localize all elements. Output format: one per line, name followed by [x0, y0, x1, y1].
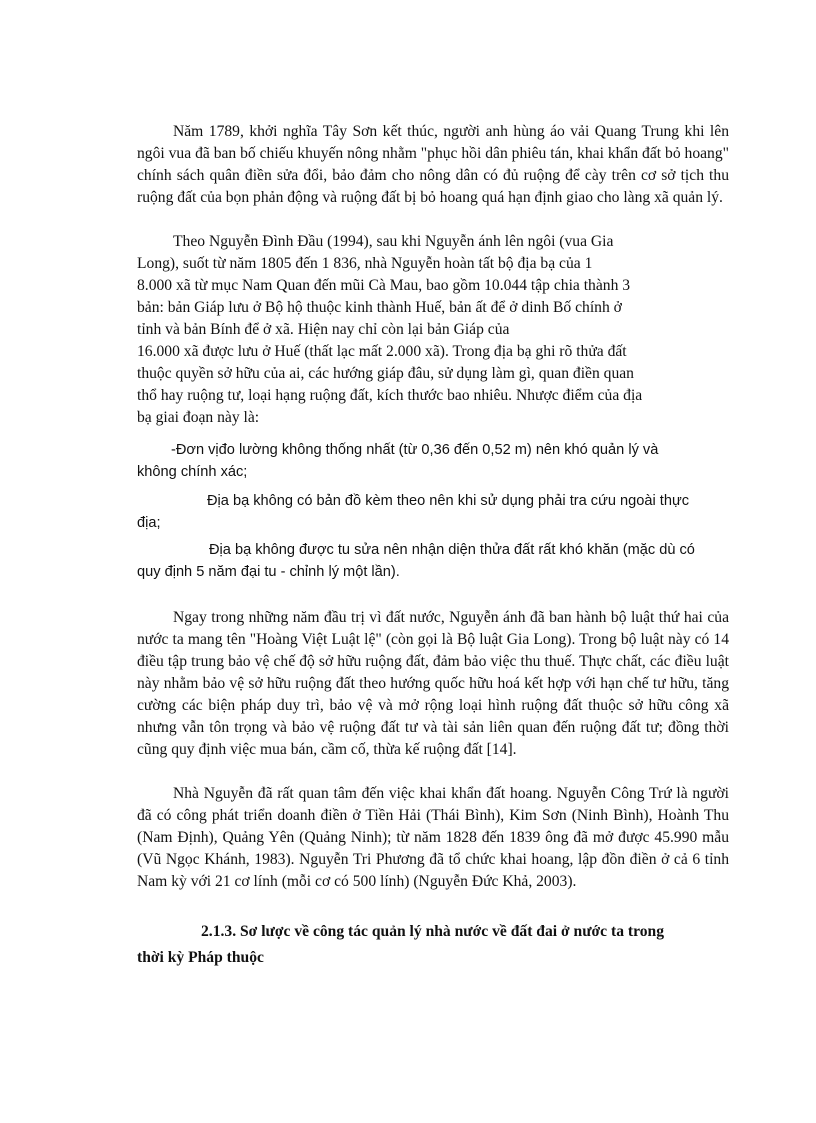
- heading-line: thời kỳ Pháp thuộc: [137, 949, 264, 966]
- bullet-no-map: [137, 490, 729, 534]
- text-line: thuộc quyền sở hữu của ai, các hướng giáp đâu, sử dụng làm gì, quan điền quan: [137, 365, 634, 382]
- text-line: -Đơn vịđo lường không thống nhất (từ 0,36 đến 0,52 m) nên khó quản lý và: [171, 442, 659, 458]
- text-line: địa;: [137, 515, 161, 531]
- text-line: bản: bản Giáp lưu ở Bộ hộ thuộc kinh thành Huế, bản ất để ở dinh Bố chính ở: [137, 299, 622, 316]
- paragraph-dia-ba-nguyen: [137, 231, 729, 429]
- text-line: Địa bạ không có bản đồ kèm theo nên khi sử dụng phải tra cứu ngoài thực: [207, 493, 690, 509]
- text-line: 16.000 xã được lưu ở Huế (thất lạc mất 2.000 xã). Trong địa bạ ghi rõ thửa đất: [137, 343, 627, 360]
- text-line: thổ hay ruộng tư, loại hạng ruộng đất, kích thước bao nhiêu. Nhược điểm của địa: [137, 387, 643, 404]
- bullet-no-revision: [137, 539, 729, 583]
- section-heading: [137, 919, 729, 971]
- heading-line: 2.1.3. Sơ lược về công tác quản lý nhà nước về đất đai ở nước ta trong: [201, 923, 664, 940]
- text-line: bạ giai đoạn này là:: [137, 409, 260, 426]
- text-line: quy định 5 năm đại tu - chỉnh lý một lần).: [137, 564, 400, 580]
- text-line: tỉnh và bản Bính để ở xã. Hiện nay chỉ còn lại bản Giáp của: [137, 321, 510, 338]
- paragraph-gia-long-code: Ngay trong những năm đầu trị vì đất nước, Nguyễn ánh đã ban hành bộ luật thứ hai của nước ta mang tên "Hoàng Việt Luật lệ" (còn gọi là Bộ luật Gia Long). Trong bộ luật này có 14 điều tập trung bảo vệ chế độ sở hữu ruộng đất, đảm bảo việc thu thuế. Thực chất, các điều luật này nhằm bảo vệ sở hữu ruộng đất theo hướng quốc hữu hoá kết hợp với hạn chế tư hữu, tăng cường các biện pháp duy trì, bảo vệ và mở rộng loại hình ruộng đất thuộc sở hữu công xã nhưng vẫn tôn trọng và bảo vệ ruộng đất tư và tài sản liên quan đến ruộng đất tư; đồng thời cũng quy định việc mua bán, cầm cố, thừa kế ruộng đất [14].: [137, 609, 729, 758]
- text-line: Địa bạ không được tu sửa nên nhận diện thửa đất rất khó khăn (mặc dù có: [209, 542, 695, 558]
- paragraph-land-reclamation: Nhà Nguyễn đã rất quan tâm đến việc khai khẩn đất hoang. Nguyễn Công Trứ là người đã có công phát triển doanh điền ở Tiền Hải (Thái Bình), Kim Sơn (Ninh Bình), Hoành Thu (Nam Định), Quảng Yên (Quảng Ninh); từ năm 1828 đến 1839 ông đã mở được 45.990 mẫu (Vũ Ngọc Khánh, 1983). Nguyễn Tri Phương đã tổ chức khai hoang, lập đồn điền ở cả 6 tỉnh Nam kỳ với 21 cơ lính (mỗi cơ có 500 lính) (Nguyễn Đức Khả, 2003).: [137, 785, 729, 890]
- text-line: không chính xác;: [137, 464, 248, 480]
- text-line: Long), suốt từ năm 1805 đến 1 836, nhà Nguyễn hoàn tất bộ địa bạ của 1: [137, 255, 593, 272]
- paragraph-quang-trung: Năm 1789, khởi nghĩa Tây Sơn kết thúc, người anh hùng áo vải Quang Trung khi lên ngôi vua đã ban bố chiếu khuyến nông nhằm "phục hồi dân phiêu tán, khai khẩn đất bỏ hoang" chính sách quân điền sửa đổi, bảo đảm cho nông dân có đủ ruộng để cày trên cơ sở tịch thu ruộng đất của bọn phản động và ruộng đất bị bỏ hoang quá hạn định giao cho làng xã quản lý.: [137, 123, 729, 206]
- text-line: Theo Nguyễn Đình Đầu (1994), sau khi Nguyễn ánh lên ngôi (vua Gia: [173, 233, 614, 250]
- text-line: 8.000 xã từ mục Nam Quan đến mũi Cà Mau, bao gồm 10.044 tập chia thành 3: [137, 277, 631, 294]
- bullet-measurement: [137, 439, 729, 483]
